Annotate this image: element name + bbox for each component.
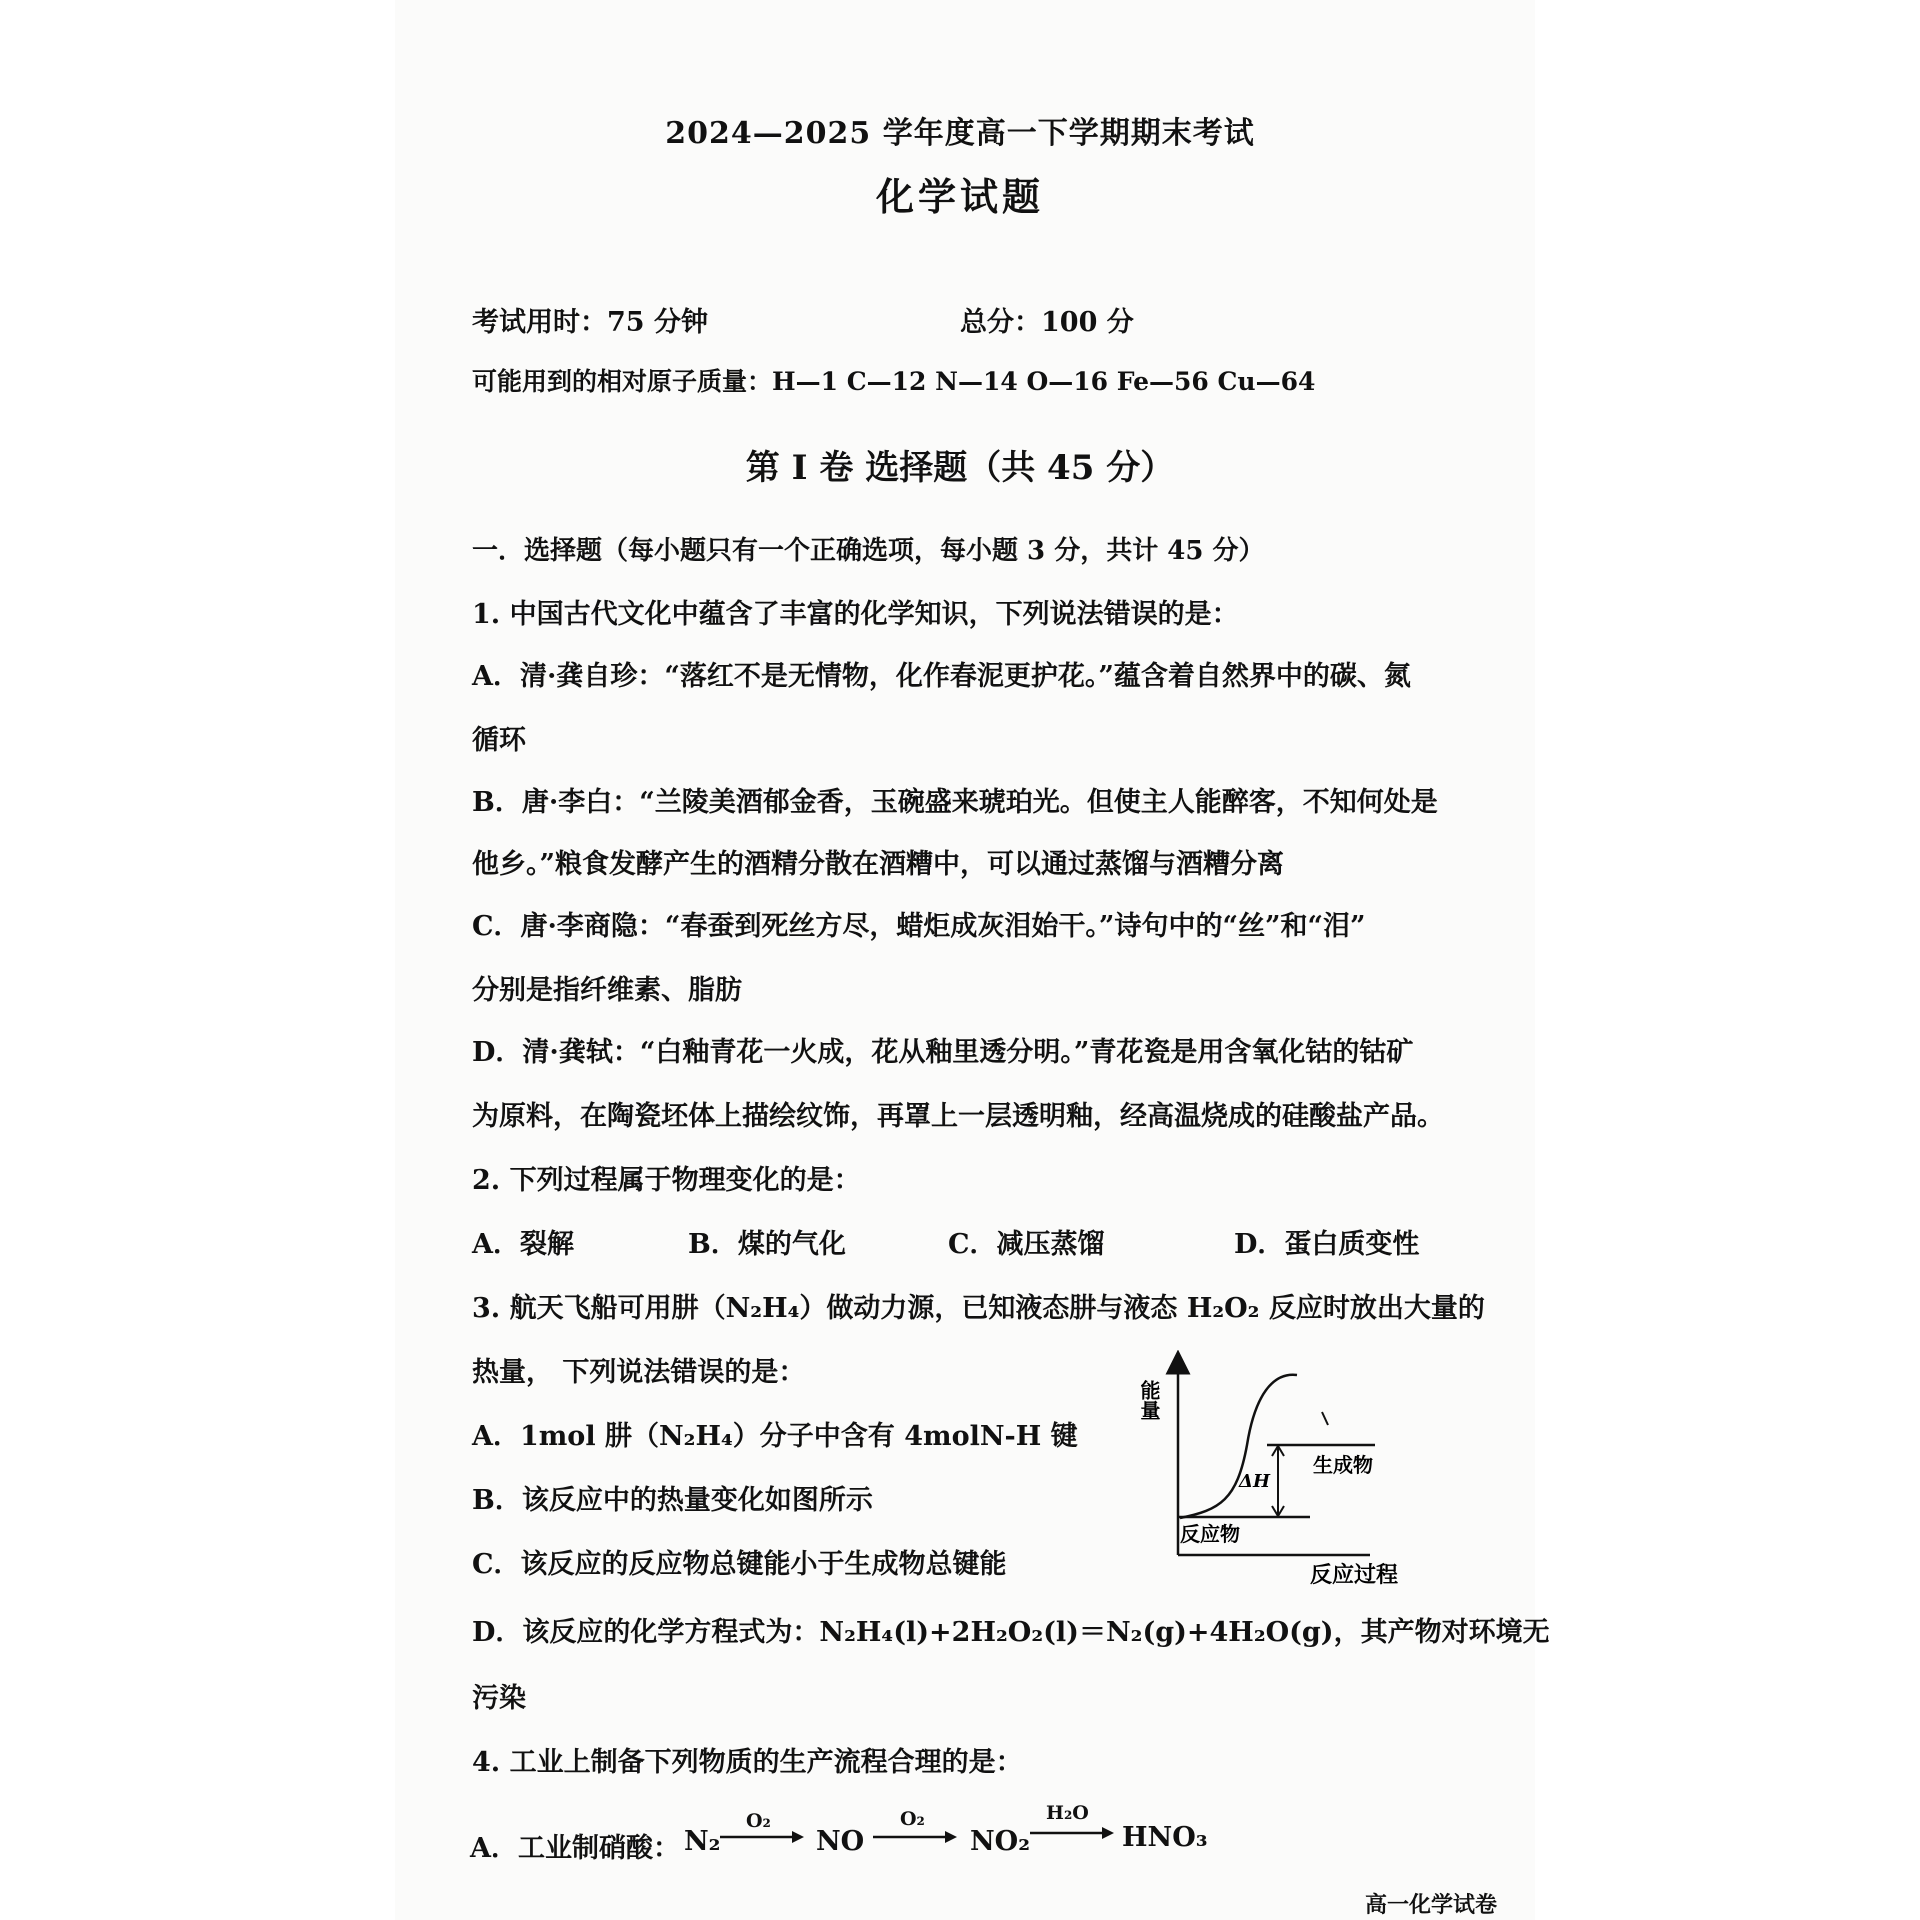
page-footer: 高一化学试卷 bbox=[1365, 1892, 1498, 1918]
reaction-arrow-3 bbox=[1030, 1826, 1120, 1840]
q2-option-d: D．蛋白质变性 bbox=[1234, 1229, 1420, 1260]
exam-title: 2024—2025 学年度高一下学期期末考试 bbox=[665, 116, 1255, 151]
exam-total-score: 总分：100 分 bbox=[960, 307, 1134, 338]
section-instruction: 一．选择题（每小题只有一个正确选项，每小题 3 分，共计 45 分） bbox=[472, 536, 1265, 566]
reagent-o2-1: O₂ bbox=[746, 1810, 771, 1832]
species-no2: NO₂ bbox=[970, 1826, 1031, 1857]
species-no: NO bbox=[816, 1826, 865, 1857]
q3-stem-cont: 热量， 下列说法错误的是： bbox=[472, 1357, 806, 1388]
q4-option-a-label: A．工业制硝酸： bbox=[470, 1833, 680, 1864]
subject-title: 化学试题 bbox=[875, 174, 1044, 219]
q2-option-a: A．裂解 bbox=[472, 1229, 574, 1260]
energy-diagram bbox=[1135, 1350, 1420, 1585]
exam-time: 考试用时：75 分钟 bbox=[472, 307, 708, 338]
q3-option-b: B．该反应中的热量变化如图所示 bbox=[472, 1485, 873, 1516]
delta-h-label: ΔH bbox=[1239, 1471, 1270, 1492]
y-axis-label: 能量 bbox=[1137, 1380, 1161, 1420]
q3-option-d: D．该反应的化学方程式为：N₂H₄(l)+2H₂O₂(l)＝N₂(g)+4H₂O(g)，其产物对环境无 bbox=[472, 1617, 1550, 1648]
species-hno3: HNO₃ bbox=[1122, 1822, 1208, 1853]
q1-option-b: B．唐·李白：“兰陵美酒郁金香，玉碗盛来琥珀光。但使主人能醉客，不知何处是 bbox=[472, 787, 1438, 818]
product-label: 生成物 bbox=[1313, 1453, 1373, 1477]
reactant-label: 反应物 bbox=[1180, 1522, 1240, 1546]
q2-option-c: C．减压蒸馏 bbox=[948, 1229, 1105, 1260]
reaction-arrow-1 bbox=[720, 1830, 810, 1844]
species-n2: N₂ bbox=[684, 1826, 721, 1857]
energy-curve bbox=[1180, 1375, 1297, 1518]
q1-option-b-cont: 他乡。”粮食发酵产生的酒精分散在酒糟中，可以通过蒸馏与酒糟分离 bbox=[472, 849, 1285, 880]
q1-option-c-cont: 分别是指纤维素、脂肪 bbox=[472, 975, 742, 1006]
reagent-h2o: H₂O bbox=[1046, 1802, 1089, 1824]
q1-stem: 1. 中国古代文化中蕴含了丰富的化学知识，下列说法错误的是： bbox=[472, 599, 1239, 630]
q1-option-a: A．清·龚自珍：“落红不是无情物，化作春泥更护花。”蕴含着自然界中的碳、氮 bbox=[472, 661, 1411, 692]
stray-mark bbox=[1322, 1412, 1328, 1425]
q1-option-d-cont: 为原料，在陶瓷坯体上描绘纹饰，再罩上一层透明釉，经高温烧成的硅酸盐产品。 bbox=[472, 1101, 1444, 1132]
q4-stem: 4. 工业上制备下列物质的生产流程合理的是： bbox=[472, 1747, 1023, 1778]
q1-option-c: C．唐·李商隐：“春蚕到死丝方尽，蜡炬成灰泪始干。”诗句中的“丝”和“泪” bbox=[472, 911, 1366, 942]
q2-option-b: B．煤的气化 bbox=[688, 1229, 846, 1260]
q3-option-d-cont: 污染 bbox=[472, 1683, 526, 1714]
reaction-arrow-2 bbox=[873, 1830, 963, 1844]
q2-stem: 2. 下列过程属于物理变化的是： bbox=[472, 1165, 861, 1196]
reagent-o2-2: O₂ bbox=[900, 1808, 925, 1830]
atomic-masses: 可能用到的相对原子质量：H—1 C—12 N—14 O—16 Fe—56 Cu—64 bbox=[472, 367, 1316, 396]
q1-option-a-cont: 循环 bbox=[472, 725, 526, 756]
q3-option-c: C．该反应的反应物总键能小于生成物总键能 bbox=[472, 1549, 1007, 1580]
q3-stem: 3. 航天飞船可用肼（N₂H₄）做动力源，已知液态肼与液态 H₂O₂ 反应时放出大量的 bbox=[472, 1293, 1485, 1324]
q3-option-a: A．1mol 肼（N₂H₄）分子中含有 4molN-H 键 bbox=[472, 1421, 1078, 1452]
x-axis-label: 反应过程 bbox=[1310, 1562, 1399, 1585]
q1-option-d: D．清·龚轼：“白釉青花一火成，花从釉里透分明。”青花瓷是用含氧化钴的钴矿 bbox=[472, 1037, 1414, 1068]
section-title: 第 I 卷 选择题（共 45 分） bbox=[745, 448, 1175, 488]
